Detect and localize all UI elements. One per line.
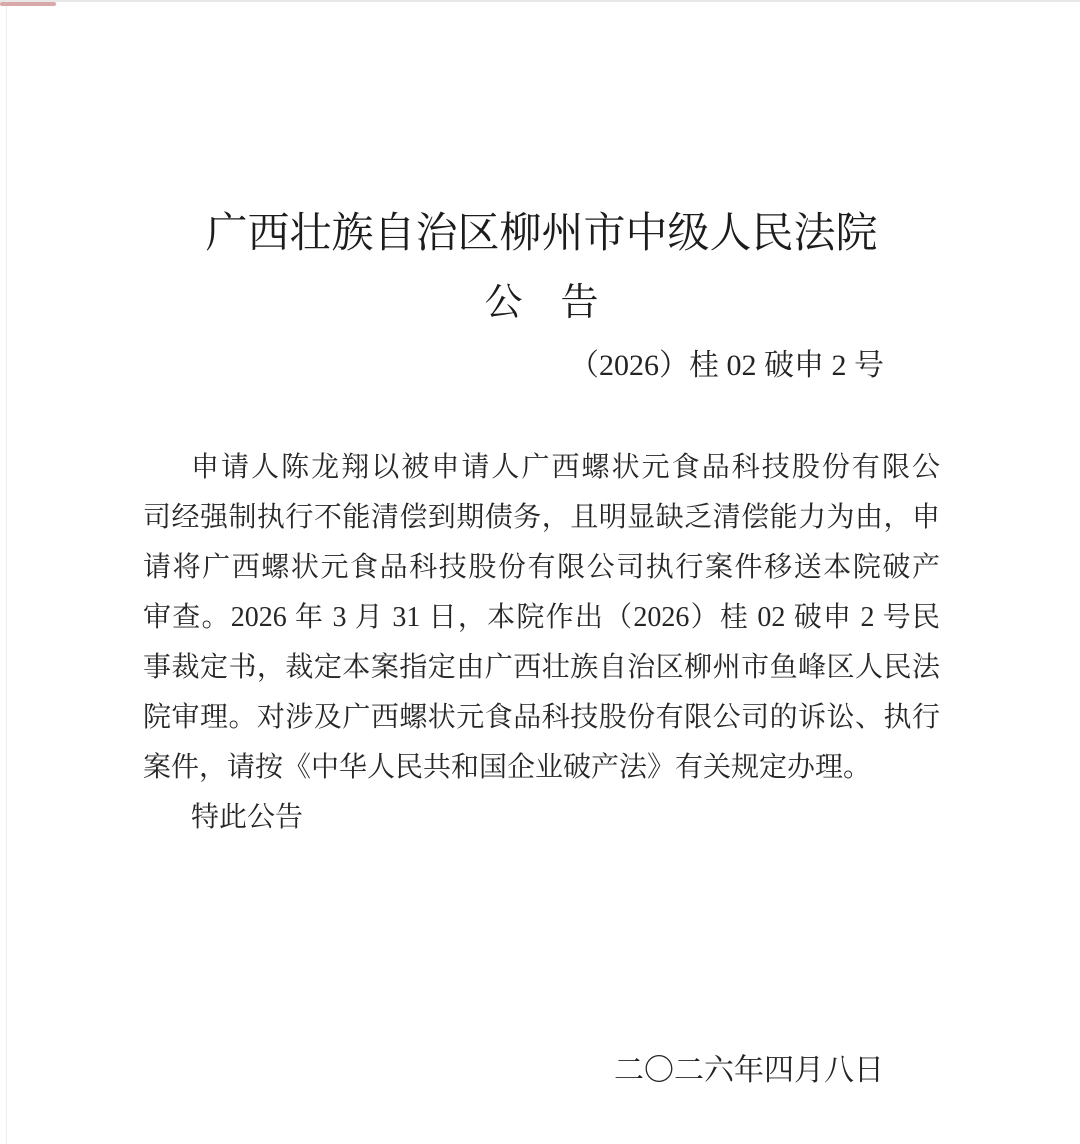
announcement-date: 二〇二六年四月八日 xyxy=(614,1054,884,1087)
body-line: 审查。2026 年 3 月 31 日，本院作出（2026）桂 02 破申 2 号民 xyxy=(143,602,940,633)
scan-top-hairline xyxy=(0,0,1080,2)
body-line: 申请人陈龙翔以被申请人广西螺状元食品科技股份有限公 xyxy=(191,452,940,483)
red-pen-mark-artifact xyxy=(0,2,56,6)
body-line: 司经强制执行不能清偿到期债务，且明显缺乏清偿能力为由，申 xyxy=(143,502,940,533)
scan-left-hairline xyxy=(6,0,7,1144)
closing-line: 特此公告 xyxy=(191,802,304,833)
court-name-title: 广西壮族自治区柳州市中级人民法院 xyxy=(205,211,878,257)
document-type-heading: 公 告 xyxy=(484,282,599,324)
body-line: 案件，请按《中华人民共和国企业破产法》有关规定办理。 xyxy=(143,752,872,783)
body-line: 院审理。对涉及广西螺状元食品科技股份有限公司的诉讼、执行 xyxy=(143,702,940,733)
body-line: 事裁定书，裁定本案指定由广西壮族自治区柳州市鱼峰区人民法 xyxy=(143,652,940,683)
case-number: （2026）桂 02 破申 2 号 xyxy=(569,349,884,382)
body-line: 请将广西螺状元食品科技股份有限公司执行案件移送本院破产 xyxy=(143,552,940,583)
announcement-body xyxy=(143,443,940,843)
